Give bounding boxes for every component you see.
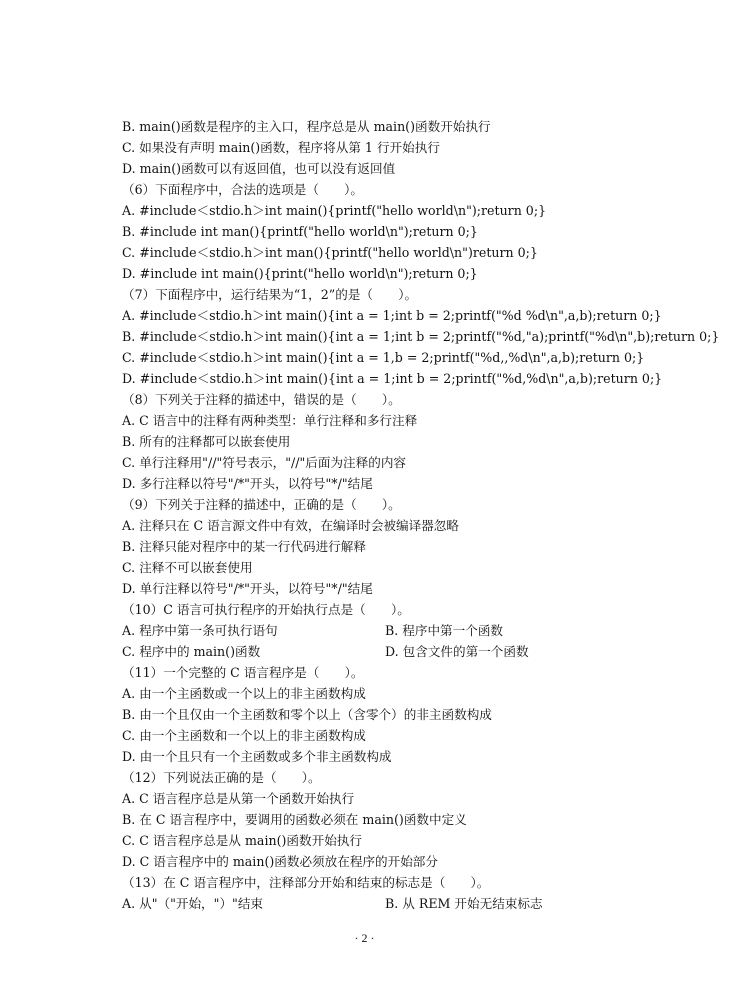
question-12: （12）下列说法正确的是（ ）。 <box>122 770 321 785</box>
text-line: A. 由一个主函数或一个以上的非主函数构成 <box>122 686 366 701</box>
text-line: B. 所有的注释都可以嵌套使用 <box>122 434 291 449</box>
text-line: B. main()函数是程序的主入口，程序总是从 main()函数开始执行 <box>122 119 491 134</box>
question-content <box>122 116 720 914</box>
text-line: A. #include＜stdio.h＞int main(){int a = 1;int b = 2;printf("%d %d\n",a,b);return 0;} <box>122 308 662 323</box>
text-line: C. 单行注释用"//"符号表示，"//"后面为注释的内容 <box>122 455 407 470</box>
text-line: A. C 语言程序总是从第一个函数开始执行 <box>122 791 355 806</box>
text-line: B. 在 C 语言程序中，要调用的函数必须在 main()函数中定义 <box>122 812 467 827</box>
question-6: （6）下面程序中，合法的选项是（ ）。 <box>122 182 363 197</box>
option-d: D. 包含文件的第一个函数 <box>385 644 529 659</box>
text-line: A. 注释只在 C 语言源文件中有效，在编译时会被编译器忽略 <box>122 518 459 533</box>
text-line: D. #include＜stdio.h＞int main(){int a = 1;int b = 2;printf("%d,%d\n",a,b);return 0;} <box>122 371 663 386</box>
option-row <box>122 620 682 641</box>
page-number: · 2 · <box>354 931 375 945</box>
question-10: （10）C 语言可执行程序的开始执行点是（ ）。 <box>122 602 410 617</box>
text-line: D. C 语言程序中的 main()函数必须放在程序的开始部分 <box>122 854 438 869</box>
text-line: C. 注释不可以嵌套使用 <box>122 560 253 575</box>
text-line: C. #include＜stdio.h＞int main(){int a = 1,b = 2;printf("%d,,%d\n",a,b);return 0;} <box>122 350 645 365</box>
question-7: （7）下面程序中，运行结果为“1，2”的是（ ）。 <box>122 287 418 302</box>
option-a: A. 程序中第一条可执行语句 <box>122 623 278 638</box>
question-9: （9）下列关于注释的描述中，正确的是（ ）。 <box>122 497 401 512</box>
option-row <box>122 641 682 662</box>
text-line: C. #include＜stdio.h＞int man(){printf("hello world\n")return 0;} <box>122 245 538 260</box>
text-line: D. main()函数可以有返回值，也可以没有返回值 <box>122 161 396 176</box>
question-13: （13）在 C 语言程序中，注释部分开始和结束的标志是（ ）。 <box>122 875 490 890</box>
text-line: C. C 语言程序总是从 main()函数开始执行 <box>122 833 362 848</box>
text-line: D. 由一个且只有一个主函数或多个非主函数构成 <box>122 749 392 764</box>
text-line: D. 多行注释以符号"/*"开头，以符号"*/"结尾 <box>122 476 373 491</box>
text-line: B. #include＜stdio.h＞int main(){int a = 1;int b = 2;printf("%d,"a);printf("%d\n",b);return 0;} <box>122 329 720 344</box>
text-line: A. C 语言中的注释有两种类型：单行注释和多行注释 <box>122 413 418 428</box>
option-c: C. 程序中的 main()函数 <box>122 644 261 659</box>
option-b: B. 程序中第一个函数 <box>385 623 504 638</box>
text-line: D. 单行注释以符号"/*"开头，以符号"*/"结尾 <box>122 581 373 596</box>
option-a: A. 从"（"开始，"）"结束 <box>122 896 264 911</box>
question-11: （11）一个完整的 C 语言程序是（ ）。 <box>122 665 364 680</box>
question-8: （8）下列关于注释的描述中，错误的是（ ）。 <box>122 392 401 407</box>
text-line: A. #include＜stdio.h＞int main(){printf("hello world\n");return 0;} <box>122 203 547 218</box>
text-line: B. 注释只能对程序中的某一行代码进行解释 <box>122 539 366 554</box>
text-line: C. 由一个主函数和一个以上的非主函数构成 <box>122 728 366 743</box>
text-line: B. 由一个且仅由一个主函数和零个以上（含零个）的非主函数构成 <box>122 707 492 722</box>
text-line: B. #include int man(){printf("hello world\n");return 0;} <box>122 224 478 239</box>
text-line: D. #include int main(){print("hello world\n");return 0;} <box>122 266 478 281</box>
option-row <box>122 893 682 914</box>
option-b: B. 从 REM 开始无结束标志 <box>385 896 543 911</box>
text-line: C. 如果没有声明 main()函数，程序将从第 1 行开始执行 <box>122 140 440 155</box>
